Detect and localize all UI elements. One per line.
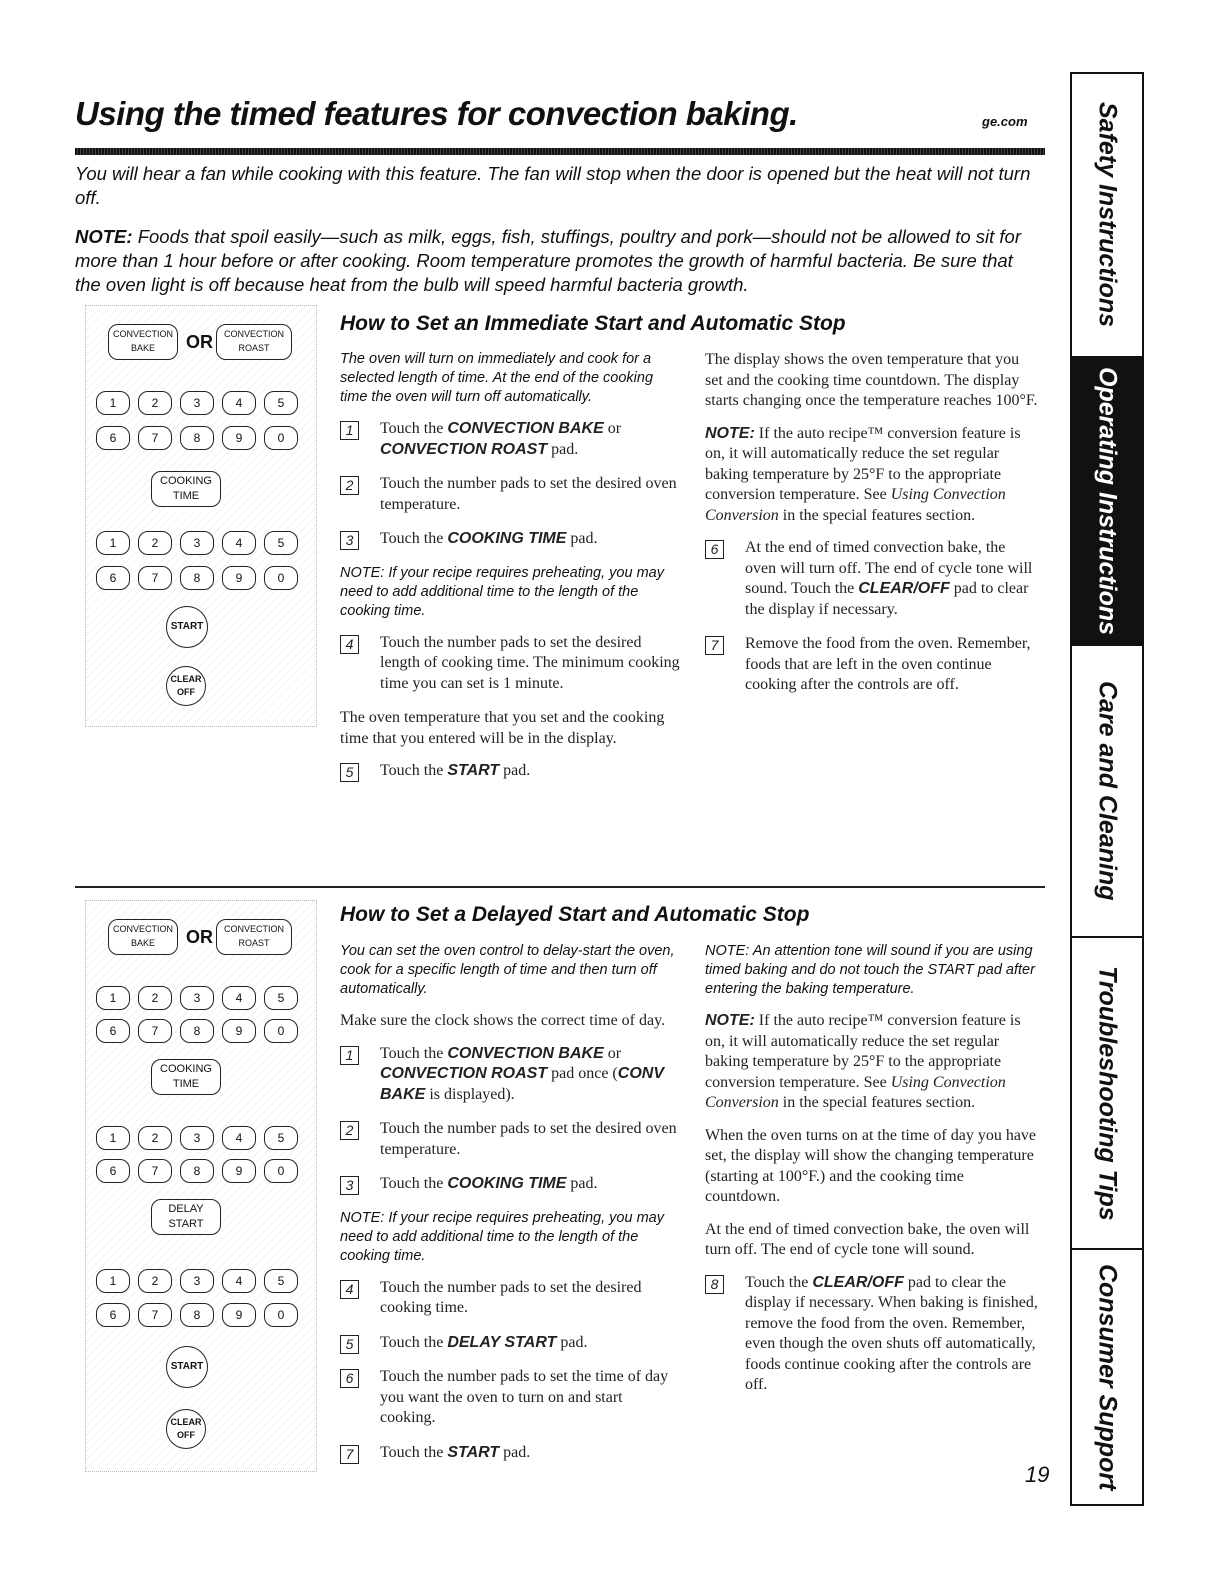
site-label: ge.com bbox=[982, 114, 1028, 129]
pad-5[interactable]: 5 bbox=[264, 986, 298, 1010]
pad-1[interactable]: 1 bbox=[96, 1269, 130, 1293]
pad-9[interactable]: 9 bbox=[222, 426, 256, 450]
pad-0[interactable]: 0 bbox=[264, 566, 298, 590]
step-number: 4 bbox=[340, 1280, 359, 1299]
cooking-time-pad[interactable]: COOKING TIME bbox=[151, 471, 221, 507]
pad-7[interactable]: 7 bbox=[138, 1019, 172, 1043]
step-number: 2 bbox=[340, 476, 359, 495]
step-number: 5 bbox=[340, 763, 359, 782]
pad-9[interactable]: 9 bbox=[222, 1019, 256, 1043]
pad-2[interactable]: 2 bbox=[138, 1126, 172, 1150]
pad-3[interactable]: 3 bbox=[180, 986, 214, 1010]
pad-2[interactable]: 2 bbox=[138, 986, 172, 1010]
or-label: OR bbox=[186, 332, 213, 352]
pad-8[interactable]: 8 bbox=[180, 1019, 214, 1043]
pad-6[interactable]: 6 bbox=[96, 1019, 130, 1043]
section2-attention-note: NOTE: An attention tone will sound if you are using timed baking and do not touch the START pad after entering the baking temperature. bbox=[705, 943, 1035, 997]
pad-5[interactable]: 5 bbox=[264, 391, 298, 415]
section1-step-1: 1 Touch the CONVECTION BAKE or CONVECTION ROAST pad. bbox=[340, 419, 680, 460]
intro-text: You will hear a fan while cooking with this feature. The fan will stop when the door is opened but the heat will not turn off. bbox=[75, 163, 1031, 208]
pad-0[interactable]: 0 bbox=[264, 1019, 298, 1043]
section1-heading: How to Set an Immediate Start and Automatic Stop bbox=[340, 312, 846, 335]
pad-1[interactable]: 1 bbox=[96, 986, 130, 1010]
pad-0[interactable]: 0 bbox=[264, 1303, 298, 1327]
note-label: NOTE: bbox=[75, 226, 133, 247]
section2-note: NOTE: If your recipe requires preheating, you may need to add additional time to the length of the cooking time. bbox=[340, 1209, 664, 1264]
pad-0[interactable]: 0 bbox=[264, 426, 298, 450]
convection-roast-pad[interactable]: CONVECTION ROAST bbox=[216, 919, 292, 955]
pad-7[interactable]: 7 bbox=[138, 1303, 172, 1327]
pad-5[interactable]: 5 bbox=[264, 1269, 298, 1293]
pad-9[interactable]: 9 bbox=[222, 566, 256, 590]
section1-step-3: 3 Touch the COOKING TIME pad. bbox=[340, 529, 680, 550]
pad-5[interactable]: 5 bbox=[264, 531, 298, 555]
title-rule bbox=[75, 148, 1045, 155]
tab-consumer-support[interactable]: Consumer Support bbox=[1093, 1263, 1122, 1491]
section2-right-column bbox=[705, 942, 1040, 1410]
convection-bake-pad[interactable]: CONVECTION BAKE bbox=[108, 919, 178, 955]
section2-intro: You can set the oven control to delay-start the oven, cook for a specific length of time and then turn off automatically. bbox=[340, 943, 675, 997]
pad-6[interactable]: 6 bbox=[96, 1303, 130, 1327]
pad-9[interactable]: 9 bbox=[222, 1159, 256, 1183]
tab-troubleshooting-tips[interactable]: Troubleshooting Tips bbox=[1093, 965, 1122, 1221]
pad-7[interactable]: 7 bbox=[138, 566, 172, 590]
pad-4[interactable]: 4 bbox=[222, 1126, 256, 1150]
pad-8[interactable]: 8 bbox=[180, 426, 214, 450]
section1-right-column bbox=[705, 350, 1040, 710]
pad-2[interactable]: 2 bbox=[138, 391, 172, 415]
pad-4[interactable]: 4 bbox=[222, 391, 256, 415]
section1-intro: The oven will turn on immediately and cook for a selected length of time. At the end of the cooking time the oven will turn off automatically. bbox=[340, 351, 654, 405]
section1-step-2: 2 Touch the number pads to set the desired oven temperature. bbox=[340, 474, 680, 515]
pad-3[interactable]: 3 bbox=[180, 391, 214, 415]
pad-9[interactable]: 9 bbox=[222, 1303, 256, 1327]
delay-start-pad[interactable]: DELAY START bbox=[151, 1199, 221, 1235]
pad-4[interactable]: 4 bbox=[222, 986, 256, 1010]
clear-off-pad[interactable]: CLEAR OFF bbox=[166, 666, 206, 706]
pad-3[interactable]: 3 bbox=[180, 1269, 214, 1293]
section2-step-1: 1 Touch the CONVECTION BAKE or CONVECTION ROAST pad once (CONV BAKE is displayed). bbox=[340, 1044, 680, 1106]
section1-step-5: 5 Touch the START pad. bbox=[340, 761, 680, 782]
convection-roast-pad[interactable]: CONVECTION ROAST bbox=[216, 324, 292, 360]
pad-2[interactable]: 2 bbox=[138, 531, 172, 555]
step-number: 3 bbox=[340, 531, 359, 550]
pad-6[interactable]: 6 bbox=[96, 426, 130, 450]
start-pad[interactable]: START bbox=[166, 606, 208, 648]
section2-step-8: 8 Touch the CLEAR/OFF pad to clear the display if necessary. When baking is finished, remove the food from the oven. Remember, even though the oven shuts off automatically, foods continue cooking after the controls are off. bbox=[705, 1273, 1040, 1396]
tab-safety-instructions[interactable]: Safety Instructions bbox=[1093, 102, 1122, 328]
keypad-panel-immediate bbox=[85, 305, 317, 727]
step-number: 5 bbox=[340, 1335, 359, 1354]
section1-note: NOTE: If your recipe requires preheating, you may need to add additional time to the length of the cooking time. bbox=[340, 564, 664, 619]
section2-display-para: When the oven turns on at the time of day you have set, the display will show the changing temperature (starting at 100°F.) and the cooking time countdown. bbox=[705, 1126, 1037, 1205]
section-divider bbox=[75, 886, 1045, 888]
tab-operating-instructions[interactable]: Operating Instructions bbox=[1072, 356, 1142, 646]
or-label: OR bbox=[186, 927, 213, 947]
clear-off-pad[interactable]: CLEAR OFF bbox=[166, 1409, 206, 1449]
pad-1[interactable]: 1 bbox=[96, 531, 130, 555]
step-number: 6 bbox=[705, 540, 724, 559]
section2-step-3: 3 Touch the COOKING TIME pad. bbox=[340, 1174, 680, 1195]
section2-step-4: 4 Touch the number pads to set the desired cooking time. bbox=[340, 1278, 680, 1319]
section1-step-4: 4 Touch the number pads to set the desired length of cooking time. The minimum cooking time you can set is 1 minute. bbox=[340, 633, 680, 695]
pad-5[interactable]: 5 bbox=[264, 1126, 298, 1150]
section2-step-5: 5 Touch the DELAY START pad. bbox=[340, 1333, 680, 1354]
cooking-time-pad[interactable]: COOKING TIME bbox=[151, 1059, 221, 1095]
pad-6[interactable]: 6 bbox=[96, 566, 130, 590]
section2-clock-para: Make sure the clock shows the correct time of day. bbox=[340, 1012, 666, 1029]
pad-1[interactable]: 1 bbox=[96, 1126, 130, 1150]
step-number: 3 bbox=[340, 1176, 359, 1195]
section1-step-7: 7 Remove the food from the oven. Remember, foods that are left in the oven continue cooking after the controls are off. bbox=[705, 634, 1040, 696]
section2-left-column bbox=[340, 942, 680, 1477]
section2-step-6: 6 Touch the number pads to set the time of day you want the oven to turn on and start cooking. bbox=[340, 1367, 680, 1429]
section1-conversion-note: NOTE: If the auto recipe™ conversion feature is on, it will automatically reduce the set regular baking temperature by 25°F to the appropriate conversion temperature. See Using Convection Conversion in the special features section. bbox=[705, 424, 1021, 524]
step-number: 4 bbox=[340, 635, 359, 654]
section2-end-para: At the end of timed convection bake, the oven will turn off. The end of cycle tone will sound. bbox=[705, 1220, 1030, 1258]
page-title: Using the timed features for convection baking. bbox=[75, 95, 798, 132]
section1-display-para: The oven temperature that you set and the cooking time that you entered will be in the display. bbox=[340, 709, 665, 747]
pad-8[interactable]: 8 bbox=[180, 1303, 214, 1327]
section2-conversion-note: NOTE: If the auto recipe™ conversion feature is on, it will automatically reduce the set regular baking temperature by 25°F to the appropriate conversion temperature. See Using Convection Conversion in the special features section. bbox=[705, 1012, 1021, 1111]
tab-care-and-cleaning[interactable]: Care and Cleaning bbox=[1093, 681, 1122, 901]
step-number: 7 bbox=[705, 636, 724, 655]
pad-4[interactable]: 4 bbox=[222, 1269, 256, 1293]
step-number: 2 bbox=[340, 1121, 359, 1140]
section1-step-6: 6 At the end of timed convection bake, the oven will turn off. The end of cycle tone will sound. Touch the CLEAR/OFF pad to clear the display if necessary. bbox=[705, 538, 1040, 620]
section2-step-7: 7 Touch the START pad. bbox=[340, 1443, 680, 1464]
pad-4[interactable]: 4 bbox=[222, 531, 256, 555]
step-number: 6 bbox=[340, 1369, 359, 1388]
pad-3[interactable]: 3 bbox=[180, 1126, 214, 1150]
note-text: Foods that spoil easily—such as milk, eggs, fish, stuffings, poultry and pork—should not be allowed to sit for more than 1 hour before or after cooking. Room temperature promotes the growth of harmful bacteria. Be sure that the oven light is off because heat from the bulb will speed harmful bacteria growth. bbox=[75, 226, 1022, 295]
section2-heading: How to Set a Delayed Start and Automatic Stop bbox=[340, 903, 810, 926]
pad-3[interactable]: 3 bbox=[180, 531, 214, 555]
section1-left-column bbox=[340, 350, 680, 796]
step-number: 1 bbox=[340, 421, 359, 440]
pad-2[interactable]: 2 bbox=[138, 1269, 172, 1293]
pad-6[interactable]: 6 bbox=[96, 1159, 130, 1183]
keypad-panel-delayed bbox=[85, 900, 317, 1472]
pad-0[interactable]: 0 bbox=[264, 1159, 298, 1183]
pad-7[interactable]: 7 bbox=[138, 426, 172, 450]
start-pad[interactable]: START bbox=[166, 1346, 208, 1388]
pad-8[interactable]: 8 bbox=[180, 566, 214, 590]
section2-step-2: 2 Touch the number pads to set the desired oven temperature. bbox=[340, 1119, 680, 1160]
intro-note bbox=[75, 225, 1040, 297]
pad-1[interactable]: 1 bbox=[96, 391, 130, 415]
section1-display-info: The display shows the oven temperature that you set and the cooking time countdown. The display starts changing once the temperature reaches 100°F. bbox=[705, 351, 1038, 409]
pad-7[interactable]: 7 bbox=[138, 1159, 172, 1183]
convection-bake-pad[interactable]: CONVECTION BAKE bbox=[108, 324, 178, 360]
step-number: 1 bbox=[340, 1046, 359, 1065]
sidebar-tabs bbox=[1070, 72, 1144, 1506]
pad-8[interactable]: 8 bbox=[180, 1159, 214, 1183]
step-number: 7 bbox=[340, 1445, 359, 1464]
step-number: 8 bbox=[705, 1275, 724, 1294]
page-number: 19 bbox=[1025, 1462, 1050, 1487]
